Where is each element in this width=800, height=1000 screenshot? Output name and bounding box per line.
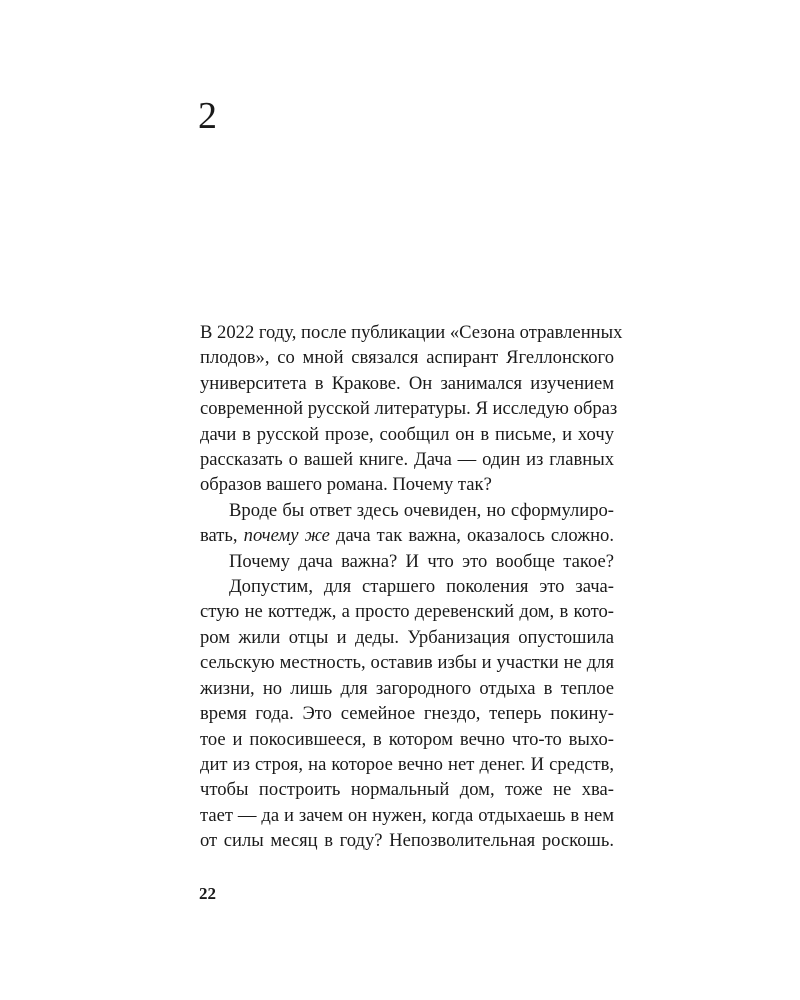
text-line: Допустим, для старшего поколения это зача- <box>229 576 614 598</box>
text-line: сельскую местность, оставив избы и участки не для <box>200 652 614 674</box>
text-line: дит из строя, на которое вечно нет денег. И средств, <box>200 753 614 775</box>
page-number: 22 <box>199 884 216 903</box>
text-line: от силы месяц в году? Непозволительная роскошь. <box>200 830 614 852</box>
text-line: дачи в русской прозе, сообщил он в письме, и хочу <box>200 423 614 445</box>
italic-emphasis: почему же <box>243 525 330 547</box>
text-line: жизни, но лишь для загородного отдыха в теплое <box>200 677 614 699</box>
text-line: тает — да и зачем он нужен, когда отдыхаешь в нем <box>200 804 614 826</box>
text-line: образов вашего романа. Почему так? <box>200 474 492 496</box>
body-text <box>200 320 623 854</box>
text-line <box>200 523 614 548</box>
text-line: ром жили отцы и деды. Урбанизация опустошила <box>200 626 614 648</box>
text-segment: вать, <box>200 525 244 547</box>
text-line: тое и покосившееся, в котором вечно что-то выхо- <box>200 728 614 750</box>
text-line: чтобы построить нормальный дом, тоже не хва- <box>200 779 614 801</box>
text-line: рассказать о вашей книге. Дача — один из главных <box>200 449 614 471</box>
text-line: плодов», со мной связался аспирант Ягеллонского <box>200 347 614 369</box>
text-line: университета в Кракове. Он занимался изучением <box>200 372 614 394</box>
chapter-number: 2 <box>198 95 217 137</box>
text-line: стую не коттедж, а просто деревенский дом, в кото- <box>200 601 614 623</box>
text-line: Вроде бы ответ здесь очевиден, но сформулиро- <box>229 499 614 521</box>
text-line: время года. Это семейное гнездо, теперь покину- <box>200 703 614 725</box>
text-line: Почему дача важна? И что это вообще такое? <box>229 550 614 572</box>
text-line: современной русской литературы. Я исследую образ <box>200 398 618 420</box>
text-segment: дача так важна, оказалось сложно. <box>329 525 614 547</box>
text-line: В 2022 году, после публикации «Сезона отравленных <box>200 322 623 343</box>
